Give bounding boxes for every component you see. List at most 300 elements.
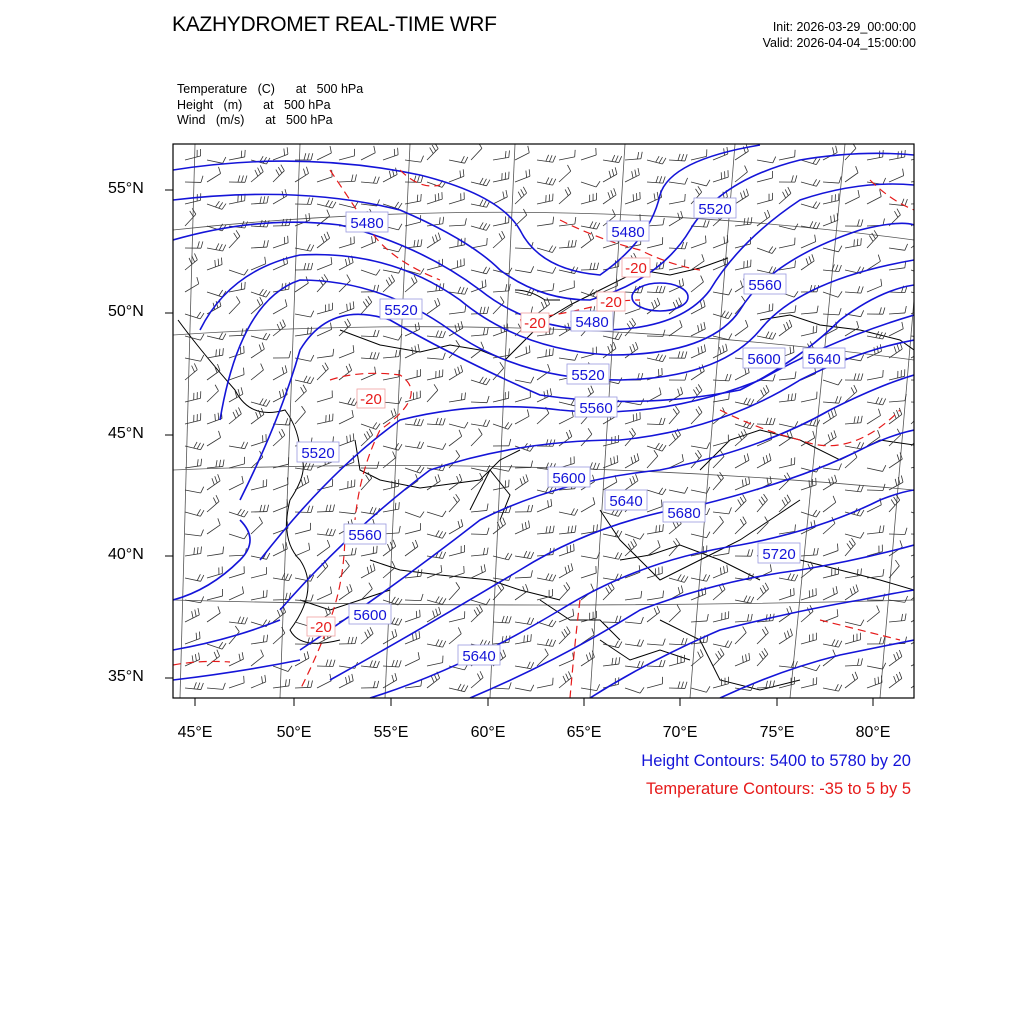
wind-barb-feather [860, 532, 864, 538]
wind-barb-shaft [493, 157, 509, 160]
wind-barb-feather [725, 374, 727, 381]
wind-barb-shaft [185, 639, 200, 644]
wind-barb-feather [311, 506, 313, 513]
wind-barb-shaft [449, 399, 465, 402]
wind-barb-feather [785, 189, 788, 195]
wind-barb-feather [368, 296, 372, 302]
wind-barb-feather [741, 296, 745, 302]
wind-barb-shaft [515, 248, 531, 249]
wind-barb-feather [861, 374, 863, 381]
wind-barb-feather [742, 480, 743, 487]
wind-barb-shaft [383, 377, 399, 380]
wind-barb-shaft [383, 155, 398, 160]
lon-label: 65°E [566, 724, 602, 741]
wind-barb-feather [589, 653, 591, 660]
wind-barb-shaft [691, 534, 707, 538]
wind-barb-shaft [207, 554, 223, 556]
wind-barb-feather [619, 531, 622, 537]
wind-barb-feather [483, 267, 486, 273]
wind-barb-feather [436, 609, 438, 616]
wind-barb-feather [905, 306, 906, 313]
wind-barb-shaft [713, 654, 724, 666]
svg-text:5480: 5480 [611, 224, 645, 241]
height-label [758, 543, 800, 563]
wind-barb-feather [197, 312, 201, 318]
wind-barb-shaft [273, 306, 287, 314]
wind-barb-feather [702, 254, 704, 261]
wind-barb-shaft [185, 688, 201, 690]
wind-barb-shaft [251, 597, 267, 600]
wind-barb-shaft [361, 666, 377, 668]
wind-barb-feather [439, 551, 442, 557]
wind-barb-feather [924, 652, 925, 659]
wind-barb-feather [321, 236, 324, 242]
wind-barb-shaft [537, 160, 553, 162]
wind-barb-feather [769, 418, 771, 425]
wind-barb-feather [751, 614, 752, 621]
wind-barb-feather [223, 683, 225, 690]
wind-barb-feather [197, 241, 199, 248]
wind-barb-shaft [493, 179, 509, 182]
wind-barb-feather [463, 169, 464, 176]
wind-barb-shaft [251, 349, 264, 358]
map-title: KAZHYDROMET REAL-TIME WRF [172, 13, 497, 36]
wind-barb-feather [553, 348, 554, 355]
wind-barb-feather [879, 151, 880, 158]
wind-barb-feather [883, 525, 884, 532]
wind-barb-feather [487, 504, 488, 511]
wind-barb-shaft [823, 502, 836, 512]
wind-barb-shaft [911, 512, 926, 517]
wind-barb-shaft [713, 512, 729, 514]
wind-barb-shaft [537, 355, 553, 358]
wind-barb-feather [395, 503, 396, 510]
wind-barb-feather [740, 519, 744, 525]
wind-barb-feather [564, 585, 568, 591]
wind-barb-feather [531, 266, 534, 272]
height-contours [173, 145, 914, 698]
wind-barb-feather [192, 366, 195, 372]
wind-barb-feather [677, 605, 680, 611]
wind-barb-feather [355, 174, 356, 181]
wind-barb-shaft [669, 160, 685, 161]
wind-barb-shaft [185, 156, 201, 160]
wind-barb-feather [612, 155, 615, 161]
wind-barb-shaft [581, 269, 597, 270]
wind-barb-feather [553, 156, 556, 162]
wind-barb-feather [218, 518, 220, 525]
wind-barb-feather [743, 191, 745, 198]
wind-barb-feather [309, 213, 310, 220]
height-label [575, 397, 617, 417]
wind-barb-feather [199, 632, 200, 639]
wind-barb-feather [327, 232, 330, 238]
wind-barb-shaft [779, 193, 791, 204]
wind-barb-shaft [515, 641, 531, 644]
wind-barb-feather [698, 450, 702, 456]
wind-barb-shaft [647, 424, 663, 425]
wind-barb-feather [839, 641, 842, 647]
wind-barb-feather [350, 303, 351, 310]
wind-barb-feather [414, 275, 417, 281]
wind-barb-feather [816, 180, 820, 186]
wind-barb-feather [460, 171, 461, 178]
wind-barb-feather [615, 658, 616, 665]
wind-barb-feather [615, 641, 618, 647]
height-label [346, 212, 388, 232]
wind-barb-feather [839, 397, 841, 404]
wind-barb-feather [420, 512, 424, 518]
wind-barb-shaft [273, 686, 289, 688]
wind-barb-shaft [449, 199, 464, 204]
wind-barb-feather [421, 176, 423, 183]
wind-barb-feather [377, 285, 379, 292]
wind-barb-shaft [185, 200, 201, 204]
wind-barb-feather [421, 239, 422, 246]
wind-barb-feather [509, 554, 512, 560]
wind-barb-feather [311, 355, 314, 361]
wind-barb-feather [201, 355, 204, 361]
temperature-field-label: Temperature (C) at 500 hPa [177, 82, 364, 96]
wind-barb-feather [795, 524, 796, 531]
wind-barb-feather [741, 281, 743, 288]
wind-barb-feather [443, 331, 446, 338]
wind-barb-shaft [823, 314, 839, 315]
wind-barb-feather [562, 632, 566, 638]
wind-barb-shaft [405, 617, 420, 622]
wind-barb-feather [307, 506, 309, 513]
wind-barb-shaft [427, 512, 442, 517]
wind-barb-feather [416, 632, 417, 639]
init-time: Init: 2026-03-29_00:00:00 [772, 20, 916, 34]
wind-barb-feather [850, 588, 852, 595]
wind-barb-feather [612, 658, 613, 665]
wind-barb-feather [324, 234, 327, 240]
wind-barb-feather [306, 214, 307, 221]
wind-barb-feather [377, 681, 379, 688]
wind-barb-feather [499, 233, 502, 239]
wind-barb-shaft [229, 683, 244, 688]
wind-barb-shaft [691, 329, 705, 336]
wind-barb-feather [879, 637, 881, 644]
wind-barb-feather [698, 652, 701, 658]
wind-barb-shaft [405, 600, 421, 601]
wind-barb-feather [812, 254, 814, 261]
wind-barb-feather [416, 611, 417, 618]
wind-barb-feather [927, 197, 929, 204]
wind-barb-shaft [273, 424, 289, 425]
wind-barb-shaft [845, 173, 858, 182]
wind-barb-shaft [471, 571, 485, 578]
wind-barb-feather [262, 343, 264, 350]
wind-barb-feather [654, 608, 657, 614]
wind-barb-feather [568, 240, 569, 247]
wind-barb-feather [367, 630, 370, 636]
wind-barb-shaft [823, 270, 839, 272]
wind-barb-feather [483, 179, 486, 185]
wind-barb-feather [861, 620, 864, 626]
wind-barb-shaft [449, 312, 465, 314]
wind-barb-shaft [669, 267, 685, 270]
wind-barb-feather [795, 393, 796, 400]
wind-barb-feather [761, 497, 765, 503]
wind-barb-shaft [229, 335, 245, 336]
wind-barb-feather [593, 463, 595, 470]
wind-barb-feather [217, 650, 220, 656]
wind-barb-feather [698, 325, 699, 332]
wind-barb-feather [432, 145, 436, 151]
wind-barb-feather [201, 487, 204, 493]
wind-barb-shaft [383, 248, 399, 252]
wind-barb-shaft [559, 660, 574, 666]
wind-barb-shaft [207, 355, 223, 358]
wind-barb-feather [744, 596, 747, 602]
wind-barb-feather [218, 606, 220, 613]
wind-barb-feather [707, 442, 710, 448]
wind-barb-feather [529, 521, 530, 528]
wind-barb-shaft [845, 457, 857, 468]
wind-barb-feather [431, 676, 434, 682]
wind-barb-feather [347, 319, 350, 325]
lat-label: 40°N [108, 546, 144, 563]
wind-barb-feather [922, 672, 924, 679]
wind-barb-shaft [251, 656, 264, 666]
wind-barb-feather [925, 543, 926, 550]
wind-barb-shaft [559, 157, 575, 160]
wind-barb-feather [483, 223, 487, 229]
lat-label: 45°N [108, 425, 144, 442]
wind-barb-feather [442, 511, 446, 517]
wind-barb-feather [236, 230, 240, 236]
wind-barb-feather [307, 681, 309, 688]
wind-barb-shaft [669, 662, 684, 666]
wind-barb-feather [787, 473, 790, 479]
wind-barb-feather [414, 240, 415, 247]
wind-barb-shaft [757, 687, 773, 688]
wind-barb-feather [527, 662, 530, 668]
wind-barb-feather [769, 332, 772, 338]
wind-barb-feather [727, 147, 728, 154]
wind-barb-feather [307, 244, 310, 250]
wind-barb-feather [663, 355, 666, 361]
wind-barb-shaft [647, 612, 660, 622]
svg-text:-20: -20 [625, 260, 647, 277]
wind-barb-feather [695, 453, 699, 459]
wind-barb-feather [301, 479, 303, 486]
wind-barb-feather [333, 505, 335, 512]
wind-barb-feather [307, 263, 309, 270]
wind-barb-feather [920, 583, 923, 589]
wind-barb-shaft [735, 621, 751, 622]
wind-barb-shaft [207, 265, 222, 270]
wind-barb-shaft [735, 633, 746, 644]
wind-barb-feather [349, 364, 352, 370]
wind-barb-shaft [537, 304, 550, 314]
wind-barb-shaft [317, 547, 330, 556]
wind-barb-feather [769, 681, 771, 688]
wind-barb-feather [672, 434, 675, 440]
wind-barb-feather [565, 567, 567, 574]
wind-barb-feather [241, 510, 245, 516]
wind-barb-feather [782, 500, 785, 506]
wind-barb-feather [637, 639, 640, 645]
wind-barb-shaft [801, 332, 817, 336]
wind-barb-feather [637, 661, 640, 667]
wind-barb-shaft [801, 666, 816, 671]
wind-barb-shaft [581, 238, 594, 248]
wind-barb-feather [509, 348, 510, 355]
wind-barb-shaft [911, 534, 927, 535]
wind-barb-shaft [779, 157, 795, 160]
wind-barb-feather [439, 607, 441, 614]
wind-barb-feather [663, 660, 665, 667]
wind-barb-feather [443, 641, 446, 647]
wind-barb-feather [195, 654, 196, 661]
wind-barb-shaft [493, 330, 508, 336]
wind-barb-feather [571, 526, 572, 533]
wind-barb-feather [608, 346, 611, 353]
wind-barb-feather [923, 344, 925, 351]
wind-barb-shaft [251, 370, 263, 380]
wind-barb-feather [531, 634, 532, 641]
wind-barb-shaft [845, 544, 855, 556]
wind-barb-feather [329, 505, 331, 512]
wind-barb-feather [707, 220, 709, 227]
wind-barb-shaft [339, 281, 350, 292]
wind-barb-feather [883, 399, 886, 405]
wind-barb-feather [614, 457, 615, 464]
wind-barb-feather [720, 648, 724, 654]
wind-barb-feather [333, 660, 335, 667]
wind-barb-feather [267, 635, 268, 642]
wind-barb-feather [902, 322, 903, 329]
wind-barb-shaft [317, 397, 332, 402]
wind-barb-feather [480, 307, 482, 314]
graticule [173, 144, 914, 698]
wind-barb-shaft [361, 336, 377, 337]
wind-barb-feather [302, 406, 306, 412]
wind-barb-feather [838, 291, 842, 297]
wind-barb-feather [790, 347, 791, 354]
wind-barb-feather [213, 498, 216, 504]
wind-barb-feather [685, 242, 687, 249]
wind-barb-feather [364, 434, 367, 440]
wind-barb-feather [673, 522, 676, 528]
svg-text:5480: 5480 [575, 314, 609, 331]
wind-barb-feather [483, 548, 484, 555]
wind-barb-feather [415, 540, 418, 547]
wind-barb-feather [745, 166, 748, 172]
wind-barb-shaft [603, 442, 619, 446]
wind-barb-shaft [273, 464, 289, 468]
wind-barb-feather [219, 244, 222, 250]
wind-barb-feather [527, 618, 530, 624]
wind-barb-shaft [273, 484, 288, 490]
wind-barb-shaft [845, 245, 861, 248]
wind-barb-feather [806, 258, 808, 265]
wind-barb-feather [420, 268, 424, 274]
wind-barb-feather [421, 156, 424, 162]
wind-barb-feather [917, 586, 920, 592]
wind-barb-feather [376, 269, 380, 275]
wind-barb-feather [629, 321, 633, 327]
wind-barb-feather [609, 171, 611, 178]
wind-barb-shaft [449, 526, 463, 534]
height-label [548, 467, 590, 487]
wind-barb-shaft [603, 482, 617, 490]
wind-barb-feather [563, 676, 566, 682]
wind-barb-shaft [669, 412, 679, 424]
wind-barb-feather [201, 444, 204, 450]
wind-barb-shaft [801, 313, 817, 314]
wind-barb-shaft [273, 171, 284, 182]
wind-barb-shaft [735, 151, 748, 160]
wind-barb-shaft [339, 243, 354, 248]
wind-barb-shaft [823, 402, 839, 403]
wind-barb-feather [311, 594, 313, 601]
wind-barb-feather [915, 236, 918, 242]
wind-barb-feather [920, 609, 922, 616]
wind-barb-shaft [493, 688, 509, 689]
wind-barb-feather [632, 428, 636, 434]
wind-barb-shaft [757, 589, 769, 600]
wind-barb-shaft [911, 270, 926, 275]
wind-barb-feather [872, 233, 876, 239]
wind-barb-shaft [559, 616, 574, 622]
wind-barb-feather [192, 611, 193, 618]
wind-barb-feather [633, 476, 635, 483]
wind-barb-feather [219, 460, 220, 467]
wind-barb-feather [307, 153, 309, 160]
wind-barb-feather [597, 524, 598, 531]
wind-barb-feather [477, 607, 480, 613]
wind-barb-feather [242, 652, 243, 659]
wind-barb-feather [729, 374, 731, 381]
wind-barb-feather [442, 532, 446, 538]
wind-barb-feather [196, 633, 197, 640]
wind-barb-feather [854, 373, 856, 380]
wind-barb-feather [353, 433, 354, 440]
wind-barb-feather [631, 457, 633, 464]
wind-barb-feather [597, 263, 599, 270]
wind-barb-shaft [493, 302, 504, 314]
wind-barb-feather [325, 363, 328, 369]
wind-barb-shaft [251, 247, 267, 248]
wind-barb-feather [729, 333, 732, 339]
wind-barb-feather [685, 638, 687, 645]
wind-barb-shaft [669, 201, 685, 204]
wind-barb-feather [480, 222, 484, 228]
wind-barb-feather [790, 430, 792, 437]
wind-barb-feather [787, 631, 789, 638]
wind-barb-feather [355, 637, 357, 644]
wind-barb-shaft [273, 666, 288, 671]
wind-barb-shaft [229, 270, 244, 275]
wind-barb-feather [793, 345, 794, 352]
wind-barb-feather [285, 679, 286, 686]
wind-barb-feather [238, 407, 241, 413]
wind-barb-shaft [405, 282, 417, 292]
wind-barb-shaft [251, 682, 266, 688]
height-label [297, 442, 339, 462]
wind-barb-feather [418, 652, 419, 659]
wind-barb-feather [487, 420, 490, 426]
wind-barb-feather [856, 584, 858, 591]
wind-barb-feather [707, 180, 710, 186]
wind-barb-shaft [647, 666, 663, 667]
wind-barb-shaft [669, 327, 682, 336]
wind-barb-feather [662, 445, 666, 451]
